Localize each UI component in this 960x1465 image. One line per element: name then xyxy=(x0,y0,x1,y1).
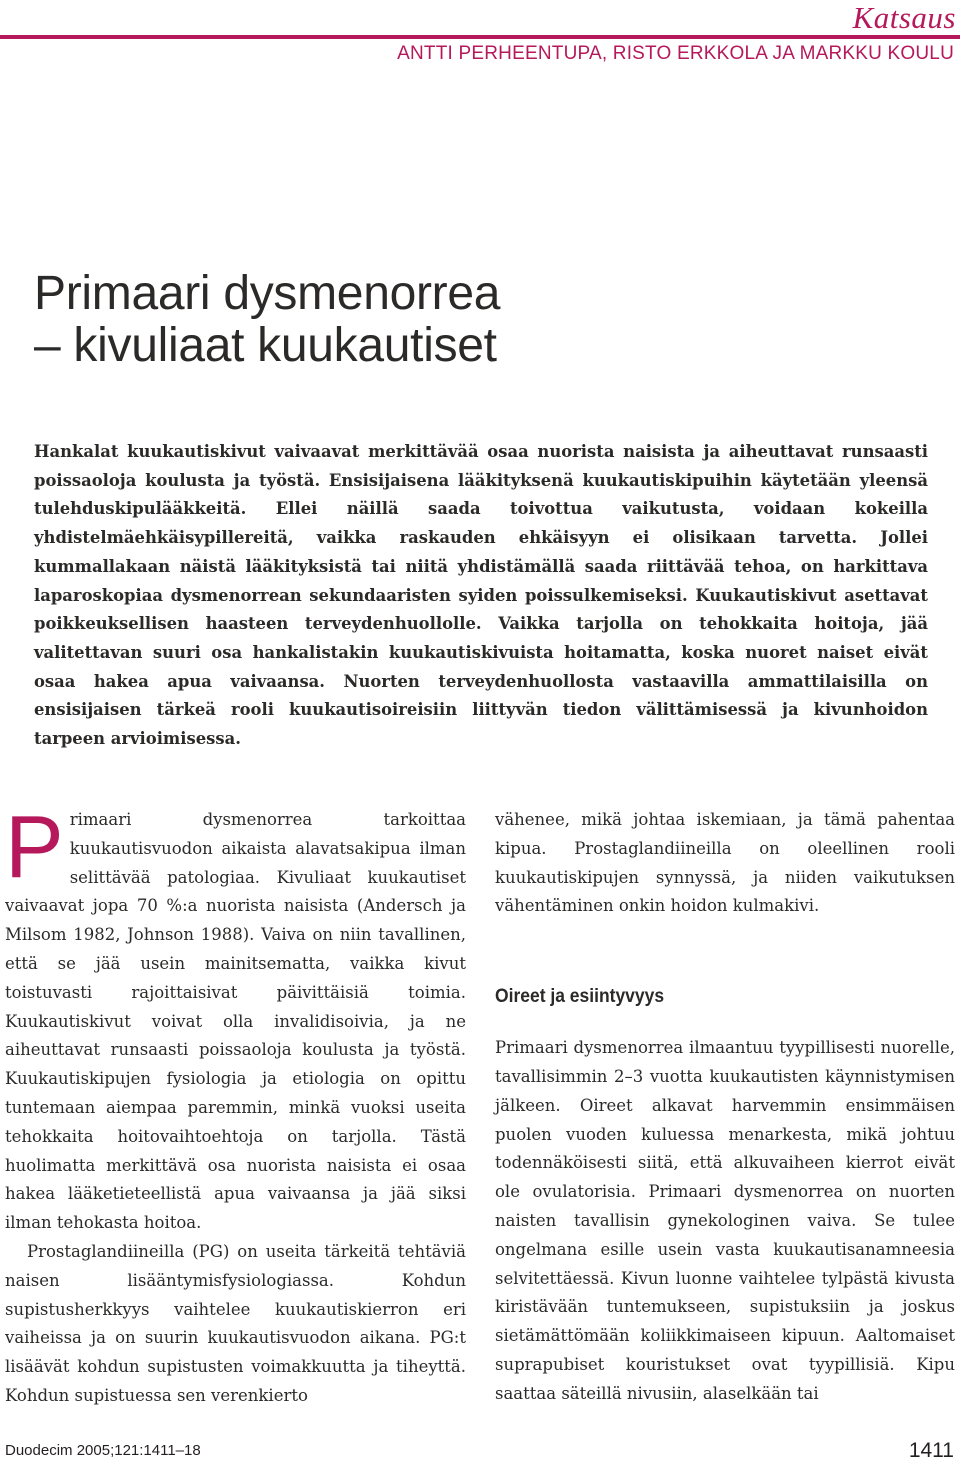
title-line-2: – kivuliaat kuukautiset xyxy=(34,319,497,372)
journal-citation: Duodecim 2005;121:1411–18 xyxy=(5,1442,201,1459)
page-number: 1411 xyxy=(908,1439,954,1462)
body-paragraph-text: rimaari dysmenorrea tarkoittaa kuukautisvuodon aikaista alavatsakipua ilman selittävää patologiaa. Kivuliaat kuukautiset vaivaavat jopa 70 %:a nuorista naisista (Andersch ja Milsom 1982, Johnson 1988). Vaiva on niin tavallinen, että se jää usein mainitsematta, vaikka kivut toistuvasti rajoittaisivat päivittäisiä toimia. Kuukautiskivut voivat olla invalidisoivia, ja ne aiheuttavat runsaasti poissaoloja koulusta ja työstä. Kuukautiskipujen fysiologia ja etiologia on opittu tuntemaan aiempaa paremmin, minkä vuoksi useita tehokkaita hoitovaihtoehtoja on tarjolla. Tästä huolimatta merkittävä osa nuorista naisista ei osaa hakea lääketieteellistä apua vaivaansa ja jää siksi ilman tehokasta hoitoa. xyxy=(5,810,466,1233)
body-paragraph: Prostaglandiineilla (PG) on useita tärkeitä tehtäviä naisen lisääntymisfysiologiassa. Kohdun supistusherkkyys vaihtelee kuukautiskierron eri vaiheissa ja on suurin kuukautisvuodon aikana. PG:t lisäävät kohdun supistusten voimakkuutta ja tiheyttä. Kohdun supistuessa sen verenkierto xyxy=(5,1241,466,1405)
section-heading: Oireet ja esiintyvyys xyxy=(495,986,665,1008)
article-title xyxy=(34,268,500,372)
authors-line: ANTTI PERHEENTUPA, RISTO ERKKOLA JA MARKKU KOULU xyxy=(397,43,954,64)
title-line-1: Primaari dysmenorrea xyxy=(34,267,501,320)
body-column-right xyxy=(495,806,955,1409)
body-paragraph: Primaari dysmenorrea ilmaantuu tyypillisesti nuorelle, tavallisimmin 2–3 vuotta kuukautisten käynnistymisen jälkeen. Oireet alkavat harvemmin ensimmäisen puolen vuoden kuluessa menarkesta, mikä johtuu todennäköisesti siitä, että alkuvaiheen kierrot eivät ole ovulatorisia. Primaari dysmenorrea on nuorten naisten tavallisin gynekologinen vaiva. Se tulee ongelmana esille usein vasta kuukautisanamneesia selvitettäessä. Kivun luonne vaihtelee tylpästä kivusta kiristävään tuntemukseen, supistuksiin ja joskus sietämättömään koliikkimaiseen kipuun. Aaltomaiset suprapubiset kouristukset ovat tyypillisiä. Kipu saattaa säteillä nivusiin, alaselkään tai xyxy=(495,1038,955,1403)
body-column-left xyxy=(5,797,466,1411)
header-rule xyxy=(0,35,960,39)
drop-cap: P xyxy=(5,797,64,896)
body-paragraph xyxy=(5,797,466,1238)
section-label: Katsaus xyxy=(852,0,956,35)
abstract: Hankalat kuukautiskivut vaivaavat merkittävää osaa nuorista naisista ja aiheuttavat runsaasti poissaoloja koulusta ja työstä. Ensisijaisena lääkityksenä kuukautiskipuihin käytetään yleensä tulehduskipulääkkeitä. Ellei näillä saada toivottua vaikutusta, voidaan kokeilla yhdistelmäehkäisypillereitä, vaikka raskauden ehkäisyyn ei olisikaan tarvetta. Jollei kummallakaan näistä lääkityksistä tai niitä yhdistämällä saada riittävää tehoa, on harkittava laparoskopiaa dysmenorrean sekundaaristen syiden poissulkemiseksi. Kuukautiskivut asettavat poikkeuksellisen haasteen terveydenhuollolle. Vaikka tarjolla on tehokkaita hoitoja, jää valitettavan suuri osa hankalistakin kuukautiskivuista hoitamatta, koska nuoret naiset eivät osaa hakea apua vaivaansa. Nuorten terveydenhuollosta vastaavilla ammattilaisilla on ensisijaisen tärkeä rooli kuukautisoireisiin liittyvän tiedon välittämisessä ja kivunhoidon tarpeen arvioimisessa. xyxy=(34,442,928,749)
body-paragraph: vähenee, mikä johtaa iskemiaan, ja tämä pahentaa kipua. Prostaglandiineilla on oleellinen rooli kuukautiskipujen synnyssä, ja niiden vaikutuksen vähentäminen onkin hoidon kulmakivi. xyxy=(495,810,955,916)
